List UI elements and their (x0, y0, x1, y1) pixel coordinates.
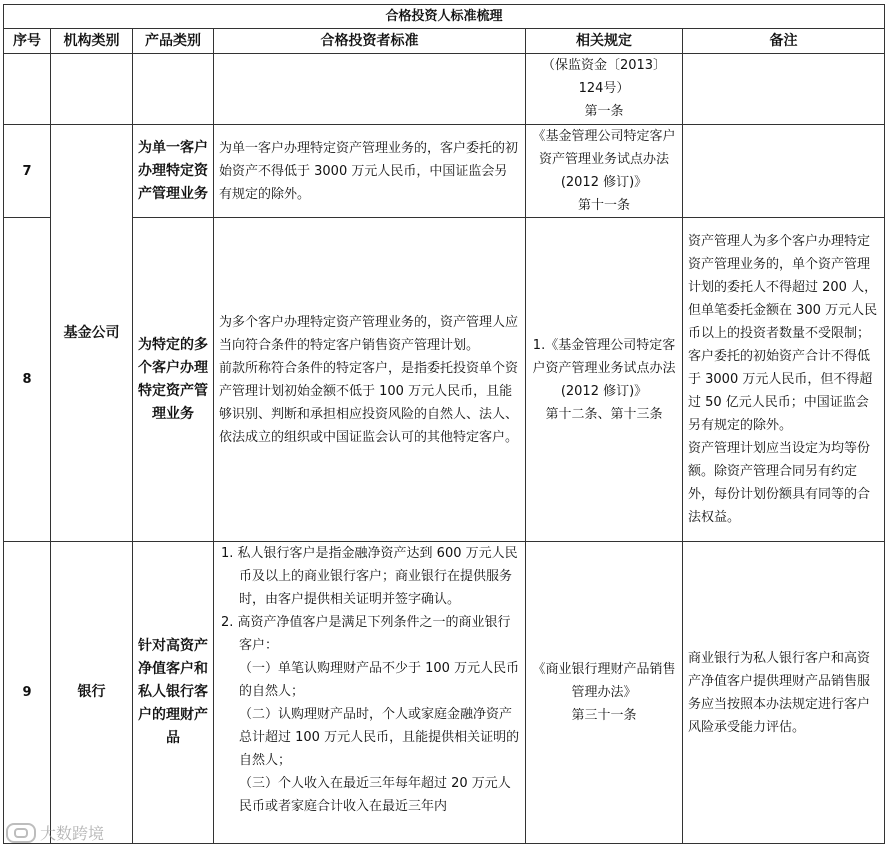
header-cell-regulation: 相关规定 (526, 29, 683, 54)
cell-regulation: 《商业银行理财产品销售管理办法》 第三十一条 (526, 542, 683, 844)
cell-product: 针对高资产净值客户和私人银行客户的理财产品 (133, 542, 214, 844)
criteria-sub-item: （三）个人收入在最近三年每年超过 20 万元人民币或者家庭合计收入在最近三年内 (239, 776, 511, 814)
cell-criteria: 为单一客户办理特定资产管理业务的，客户委托的初始资产不得低于 3000 万元人民币，中国证监会另有规定的除外。 (214, 125, 526, 218)
criteria-sub-item: （一）单笔认购理财产品不少于 100 万元人民币的自然人； (239, 661, 520, 699)
criteria-sub-item: （二）认购理财产品时，个人或家庭金融净资产总计超过 100 万元人民币，且能提供相关证明的自然人； (239, 707, 520, 768)
header-cell-product: 产品类别 (133, 29, 214, 54)
header-cell-remark: 备注 (683, 29, 885, 54)
criteria-list (219, 542, 520, 657)
cell-regulation: 《基金管理公司特定客户资产管理业务试点办法(2012 修订)》 第十一条 (526, 125, 683, 218)
header-row (4, 29, 885, 54)
watermark (6, 821, 104, 844)
table-row-8 (4, 218, 885, 542)
cell-criteria (214, 54, 526, 125)
remark-paragraph: 资产管理人为多个客户办理特定资产管理业务的，单个资产管理计划的委托人不得超过 200 人，但单笔委托金额在 300 万元人民币以上的投资者数量不受限制；客户委托的初始资产合计不得低于 3000 万元人民币，但不得超过 50 亿元人民币；中国证监会另有规定的除外。 (688, 234, 878, 433)
cell-regulation: （保监资金〔2013〕124号） 第一条 (526, 54, 683, 125)
cell-seq: 8 (4, 218, 51, 542)
criteria-item: 2. 高资产净值客户是满足下列条件之一的商业银行客户： (221, 615, 511, 653)
cell-criteria (214, 542, 526, 844)
cell-criteria (214, 218, 526, 542)
cell-seq: 9 (4, 542, 51, 844)
table-row-7 (4, 125, 885, 218)
criteria-item: 1. 私人银行客户是指金融净资产达到 600 万元人民币及以上的商业银行客户；商业银行在提供服务时，由客户提供相关证明并签字确认。 (221, 546, 518, 607)
header-cell-seq: 序号 (4, 29, 51, 54)
cell-remark: 商业银行为私人银行客户和高资产净值客户提供理财产品销售服务应当按照本办法规定进行客户风险承受能力评估。 (683, 542, 885, 844)
table-row-continued (4, 54, 885, 125)
cell-remark (683, 125, 885, 218)
header-cell-institution: 机构类别 (51, 29, 133, 54)
cell-product: 为特定的多个客户办理特定资产管理业务 (133, 218, 214, 542)
cell-institution-fund: 基金公司 (51, 125, 133, 542)
cell-institution (51, 54, 133, 125)
cell-seq (4, 54, 51, 125)
cell-institution-bank: 银行 (51, 542, 133, 844)
cell-regulation: 1.《基金管理公司特定客户资产管理业务试点办法(2012 修订)》 第十二条、第十三条 (526, 218, 683, 542)
remark-paragraph: 资产管理计划应当设定为均等份额。除资产管理合同另有约定外，每份计划份额具有同等的合法权益。 (688, 441, 871, 525)
header-cell-criteria: 合格投资者标准 (214, 29, 526, 54)
table-title: 合格投资人标准梳理 (4, 5, 885, 29)
cell-product (133, 54, 214, 125)
qualified-investor-table (3, 4, 885, 844)
criteria-paragraph: 为多个客户办理特定资产管理业务的，资产管理人应当向符合条件的特定客户销售资产管理计划。 (219, 314, 519, 353)
cell-seq: 7 (4, 125, 51, 218)
cell-remark (683, 218, 885, 542)
watermark-logo-icon (6, 823, 36, 843)
table-row-9 (4, 542, 885, 844)
cell-remark (683, 54, 885, 125)
watermark-text: 大数跨境 (40, 824, 105, 843)
cell-product: 为单一客户办理特定资产管理业务 (133, 125, 214, 218)
criteria-paragraph: 前款所称符合条件的特定客户，是指委托投资单个资产管理计划初始金额不低于 100 万元人民币，且能够识别、判断和承担相应投资风险的自然人、法人、依法成立的组织或中国证监会认可的其他特定客户。 (219, 360, 519, 445)
